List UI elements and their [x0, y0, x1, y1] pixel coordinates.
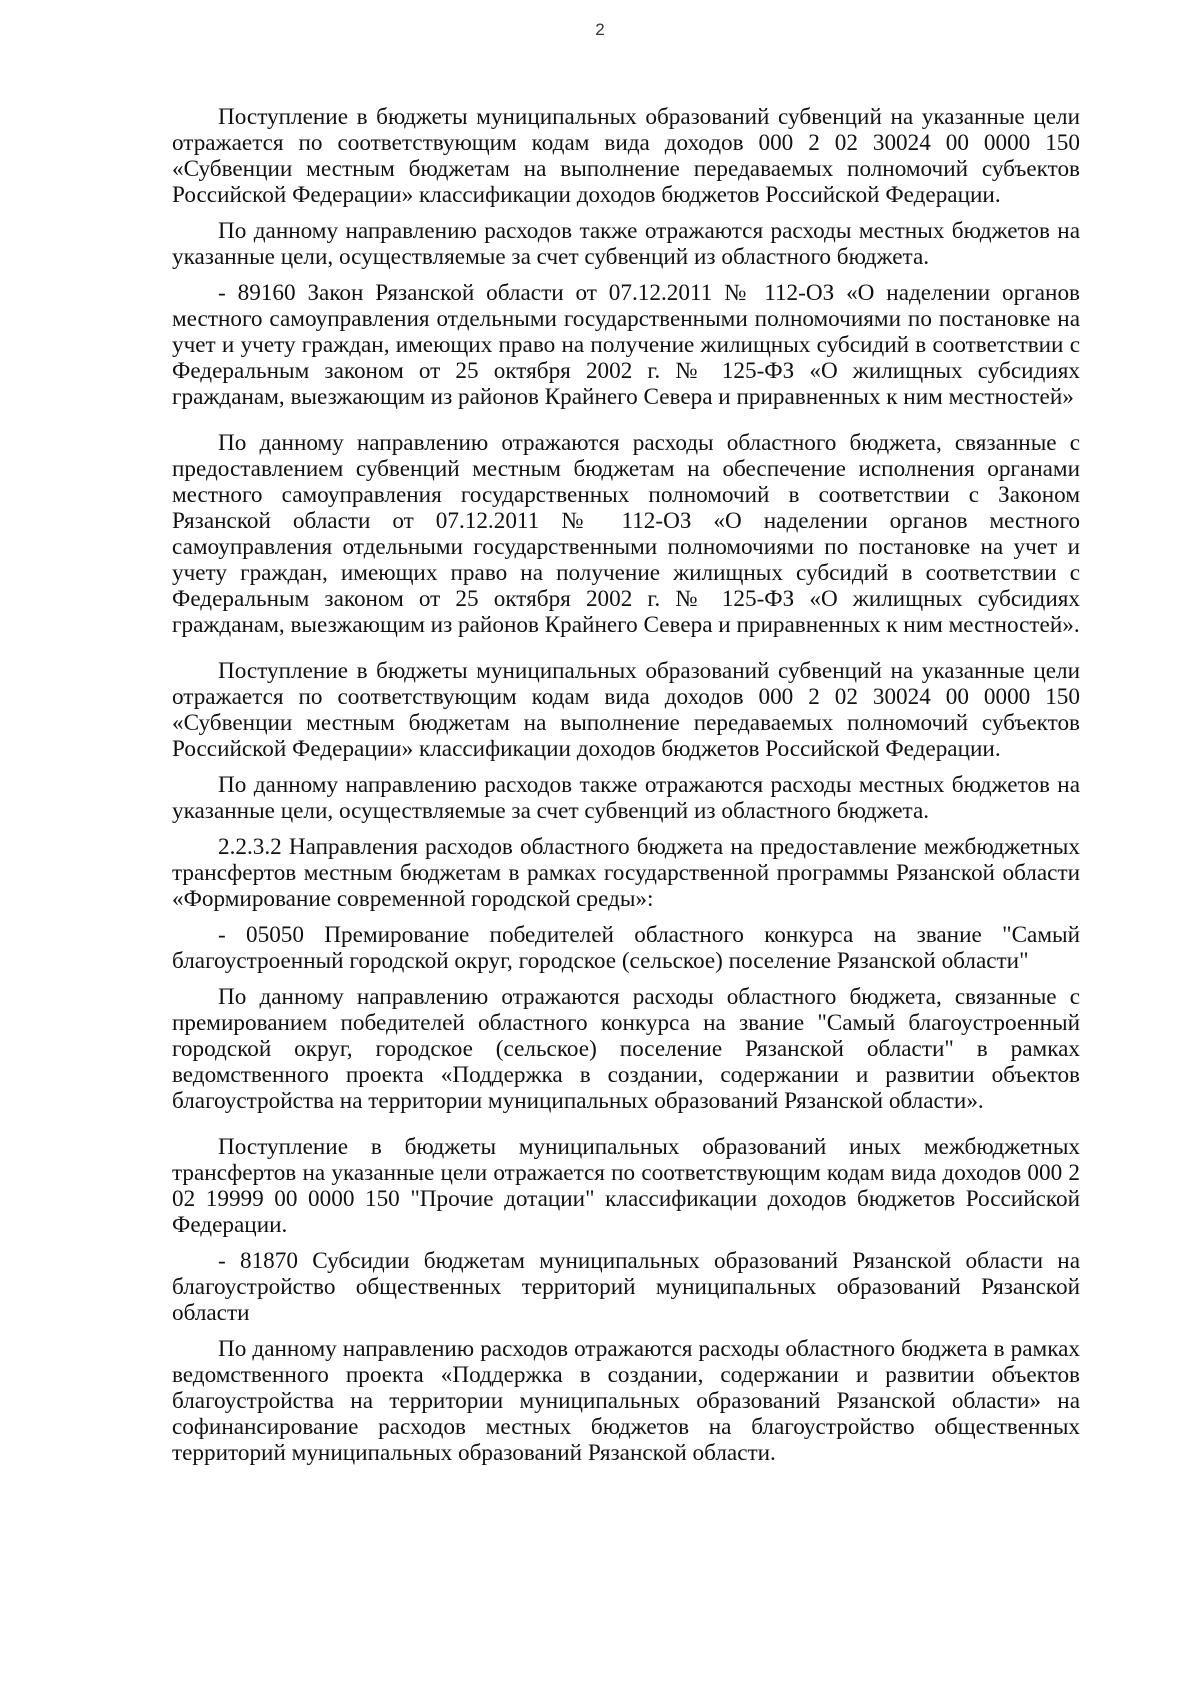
paragraph-code-05050: - 05050 Премирование победителей областного конкурса на звание "Самый благоустроенный городской округ, городское (сельское) поселение Рязанской области"	[172, 922, 1080, 974]
paragraph-local-budget-expenses-2: По данному направлению расходов также отражаются расходы местных бюджетов на указанные цели, осуществляемые за счет субвенций из областного бюджета.	[172, 772, 1080, 824]
paragraph-subvention-income-2: Поступление в бюджеты муниципальных образований субвенций на указанные цели отражается по соответствующим кодам вида доходов 000 2 02 30024 00 0000 150 «Субвенции местным бюджетам на выполнение передаваемых полномочий субъектов Российской Федерации» классификации доходов бюджетов Российской Федерации.	[172, 658, 1080, 762]
paragraph-code-81870-description: По данному направлению расходов отражаются расходы областного бюджета в рамках ведомственного проекта «Поддержка в создании, содержании и развитии объектов благоустройства на территории муниципальных образований Рязанской области» на софинансирование расходов местных бюджетов на благоустройство общественных территорий муниципальных образований Рязанской области.	[172, 1336, 1080, 1466]
page-number: 2	[595, 20, 605, 39]
paragraph-code-81870: - 81870 Субсидии бюджетам муниципальных образований Рязанской области на благоустройство общественных территорий муниципальных образований Рязанской области	[172, 1248, 1080, 1326]
paragraph-section-2-2-3-2: 2.2.3.2 Направления расходов областного бюджета на предоставление межбюджетных трансфертов местным бюджетам в рамках государственной программы Рязанской области «Формирование современной городской среды»:	[172, 834, 1080, 912]
paragraph-code-89160: - 89160 Закон Рязанской области от 07.12.2011 № 112-ОЗ «О наделении органов местного самоуправления отдельными государственными полномочиями по постановке на учет и учету граждан, имеющих право на получение жилищных субсидий в соответствии с Федеральным законом от 25 октября 2002 г. № 125-ФЗ «О жилищных субсидиях гражданам, выезжающим из районов Крайнего Севера и приравненных к ним местностей»	[172, 280, 1080, 410]
paragraph-local-budget-expenses-1: По данному направлению расходов также отражаются расходы местных бюджетов на указанные цели, осуществляемые за счет субвенций из областного бюджета.	[172, 218, 1080, 270]
paragraph-subvention-income-1: Поступление в бюджеты муниципальных образований субвенций на указанные цели отражается по соответствующим кодам вида доходов 000 2 02 30024 00 0000 150 «Субвенции местным бюджетам на выполнение передаваемых полномочий субъектов Российской Федерации» классификации доходов бюджетов Российской Федерации.	[172, 104, 1080, 208]
document-body	[172, 104, 1080, 1466]
paragraph-code-05050-description: По данному направлению отражаются расходы областного бюджета, связанные с премированием победителей областного конкурса на звание "Самый благоустроенный городской округ, городское (сельское) поселение Рязанской области" в рамках ведомственного проекта «Поддержка в создании, содержании и развитии объектов благоустройства на территории муниципальных образований Рязанской области».	[172, 984, 1080, 1114]
paragraph-code-89160-description: По данному направлению отражаются расходы областного бюджета, связанные с предоставлением субвенций местным бюджетам на обеспечение исполнения органами местного самоуправления государственных полномочий в соответствии с Законом Рязанской области от 07.12.2011 № 112-ОЗ «О наделении органов местного самоуправления отдельными государственными полномочиями по постановке на учет и учету граждан, имеющих право на получение жилищных субсидий в соответствии с Федеральным законом от 25 октября 2002 г. № 125-ФЗ «О жилищных субсидиях гражданам, выезжающим из районов Крайнего Севера и приравненных к ним местностей».	[172, 430, 1080, 638]
paragraph-other-transfers-income: Поступление в бюджеты муниципальных образований иных межбюджетных трансфертов на указанные цели отражается по соответствующим кодам вида доходов 000 2 02 19999 00 0000 150 "Прочие дотации" классификации доходов бюджетов Российской Федерации.	[172, 1134, 1080, 1238]
